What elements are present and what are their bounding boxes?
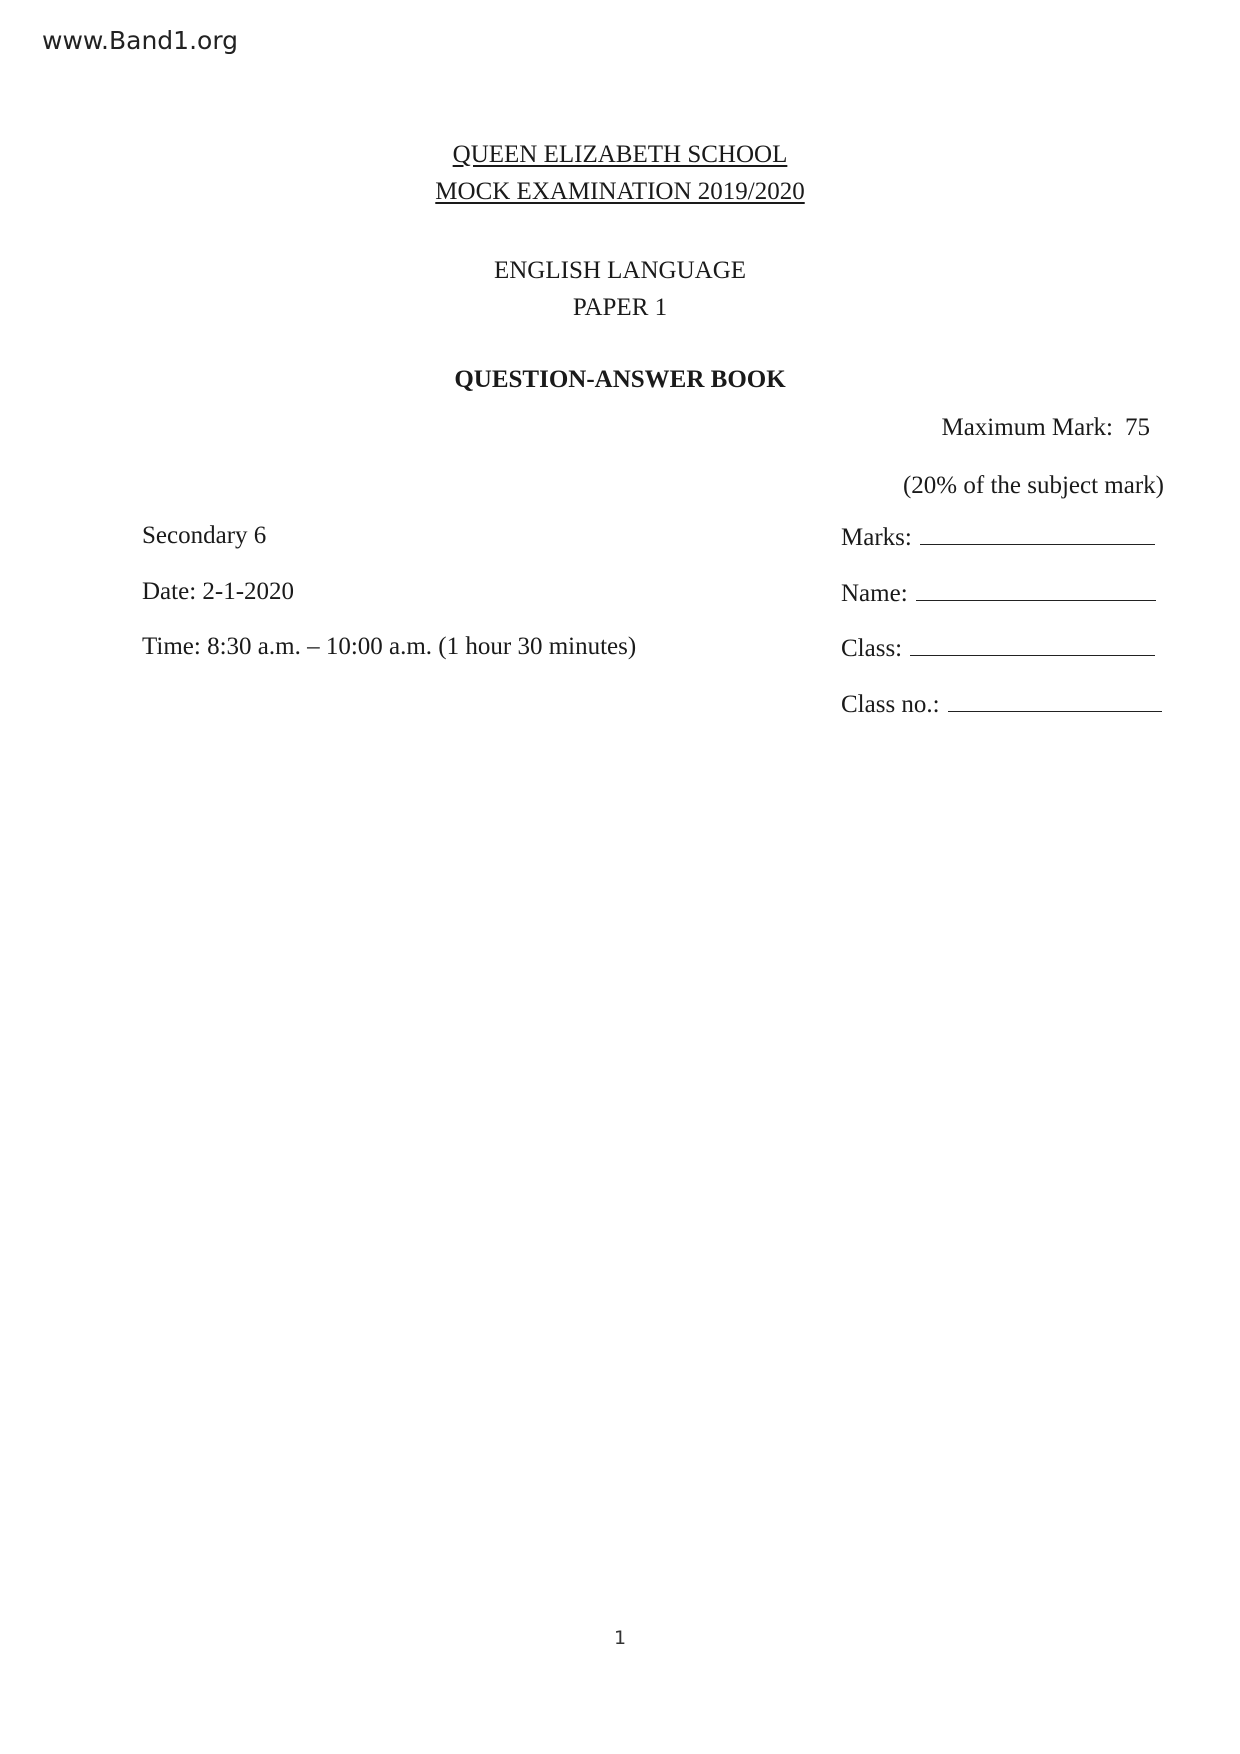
marks-label: Marks: xyxy=(841,524,912,551)
subject-weight-note: (20% of the subject mark) xyxy=(902,472,1164,499)
class-blank-line[interactable] xyxy=(910,633,1155,656)
watermark-url: www.Band1.org xyxy=(42,26,239,55)
class-no-label: Class no.: xyxy=(841,691,940,718)
subject-name: ENGLISH LANGUAGE xyxy=(493,257,747,284)
marks-field[interactable] xyxy=(841,522,1155,552)
subject-header xyxy=(0,252,1240,326)
exam-title: MOCK EXAMINATION 2019/2020 xyxy=(435,178,805,205)
maximum-mark-value: 75 xyxy=(1125,414,1150,441)
maximum-mark-label: Maximum Mark: xyxy=(941,414,1113,441)
date-text: Date: 2-1-2020 xyxy=(142,578,295,605)
class-no-field[interactable] xyxy=(841,689,1162,719)
time-text: Time: 8:30 a.m. – 10:00 a.m. (1 hour 30 minutes) xyxy=(142,633,637,660)
name-label: Name: xyxy=(841,580,908,607)
page-number: 1 xyxy=(613,1627,627,1649)
class-no-blank-line[interactable] xyxy=(948,689,1162,712)
class-field[interactable] xyxy=(841,633,1155,663)
school-name: QUEEN ELIZABETH SCHOOL xyxy=(452,141,788,168)
class-label: Class: xyxy=(841,635,903,662)
school-header xyxy=(0,136,1240,210)
marks-blank-line[interactable] xyxy=(920,522,1155,545)
name-blank-line[interactable] xyxy=(916,578,1156,601)
paper-number: PAPER 1 xyxy=(572,294,668,321)
level-text: Secondary 6 xyxy=(142,522,267,549)
book-title: QUESTION-ANSWER BOOK xyxy=(454,366,786,393)
name-field[interactable] xyxy=(841,578,1156,608)
maximum-mark xyxy=(941,414,1150,442)
